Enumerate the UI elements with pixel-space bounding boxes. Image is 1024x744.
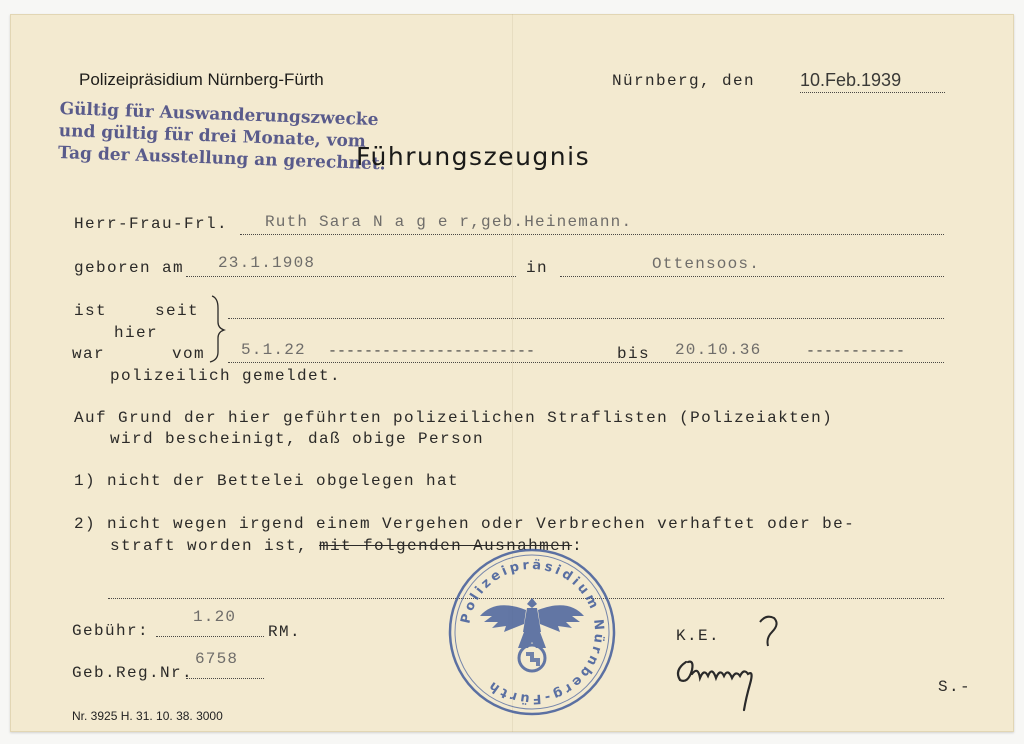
item2-struck-text: mit folgenden Ausnahmen: [319, 537, 573, 555]
vom-label: vom: [172, 345, 206, 363]
birth-date: 23.1.1908: [218, 254, 316, 272]
fee-dotted-line: [156, 636, 264, 637]
fee-value: 1.20: [193, 608, 237, 626]
hier-label: hier: [114, 324, 159, 342]
reg-dotted-line: [186, 678, 264, 679]
validity-stamp: [58, 98, 388, 175]
issue-date: 10.Feb.1939: [800, 70, 902, 90]
residence-from-date: 5.1.22: [241, 341, 306, 359]
since-dotted-line: [228, 318, 944, 319]
birth-date-dotted-line: [186, 276, 516, 277]
in-label: in: [526, 259, 549, 277]
registered-text: polizeilich gemeldet.: [110, 367, 342, 385]
residence-dotted-line: [228, 362, 944, 363]
seit-label: seit: [155, 302, 200, 320]
statement-line2: wird bescheinigt, daß obige Person: [110, 430, 485, 448]
validity-stamp-line1: Gültig für Auswanderungszwecke: [59, 98, 379, 131]
document-title: Führungszeugnis: [356, 142, 591, 171]
birth-place-dotted-line: [560, 276, 944, 277]
statement-line1: Auf Grund der hier geführten polizeilichen Straflisten (Polizeiakten): [74, 409, 834, 427]
person-name: Ruth Sara N a g e r,geb.Heinemann.: [265, 213, 633, 231]
residence-to-date: 20.10.36: [675, 341, 762, 359]
validity-stamp-line3: Tag der Ausstellung an gerechnet.: [57, 142, 386, 175]
item2-colon: :: [572, 537, 584, 555]
handwritten-signature: [670, 640, 770, 716]
born-label: geboren am: [74, 259, 185, 277]
date-dotted-line: [800, 92, 945, 93]
salutation-label: Herr-Frau-Frl.: [74, 215, 229, 233]
ist-label: ist: [74, 302, 108, 320]
statement-item1: 1) nicht der Bettelei obgelegen hat: [74, 472, 460, 490]
to-dash-line: -----------: [806, 343, 906, 360]
reg-number-label: Geb.Reg.Nr.: [72, 664, 194, 682]
war-label: war: [72, 345, 106, 363]
name-dotted-line: [240, 234, 944, 235]
statement-item2-line1: 2) nicht wegen irgend einem Vergehen oder Verbrechen verhaftet oder be-: [74, 515, 856, 533]
residence-brace: [206, 294, 226, 364]
item2-text: straft worden ist,: [110, 537, 309, 555]
s-mark: S.-: [938, 678, 972, 696]
seal-ring-text: Polizeipräsidium Nürnberg-Fürth: [458, 557, 607, 707]
fee-label: Gebühr:: [72, 622, 150, 640]
ke-mark: K.E.: [676, 627, 721, 645]
official-seal: [446, 546, 618, 718]
from-dash-line: -----------------------: [328, 343, 536, 360]
place-date-prefix: Nürnberg, den: [612, 72, 756, 90]
bis-label: bis: [617, 345, 651, 363]
form-number: Nr. 3925 H. 31. 10. 38. 3000: [72, 709, 223, 723]
eagle-emblem-icon: [480, 598, 584, 671]
issuing-authority: Polizeipräsidium Nürnberg-Fürth: [79, 70, 324, 89]
reg-number-value: 6758: [195, 650, 239, 668]
validity-stamp-line2: und gültig für drei Monate, vom: [58, 120, 367, 152]
fee-unit: RM.: [268, 623, 302, 641]
birth-place: Ottensoos.: [652, 255, 761, 273]
